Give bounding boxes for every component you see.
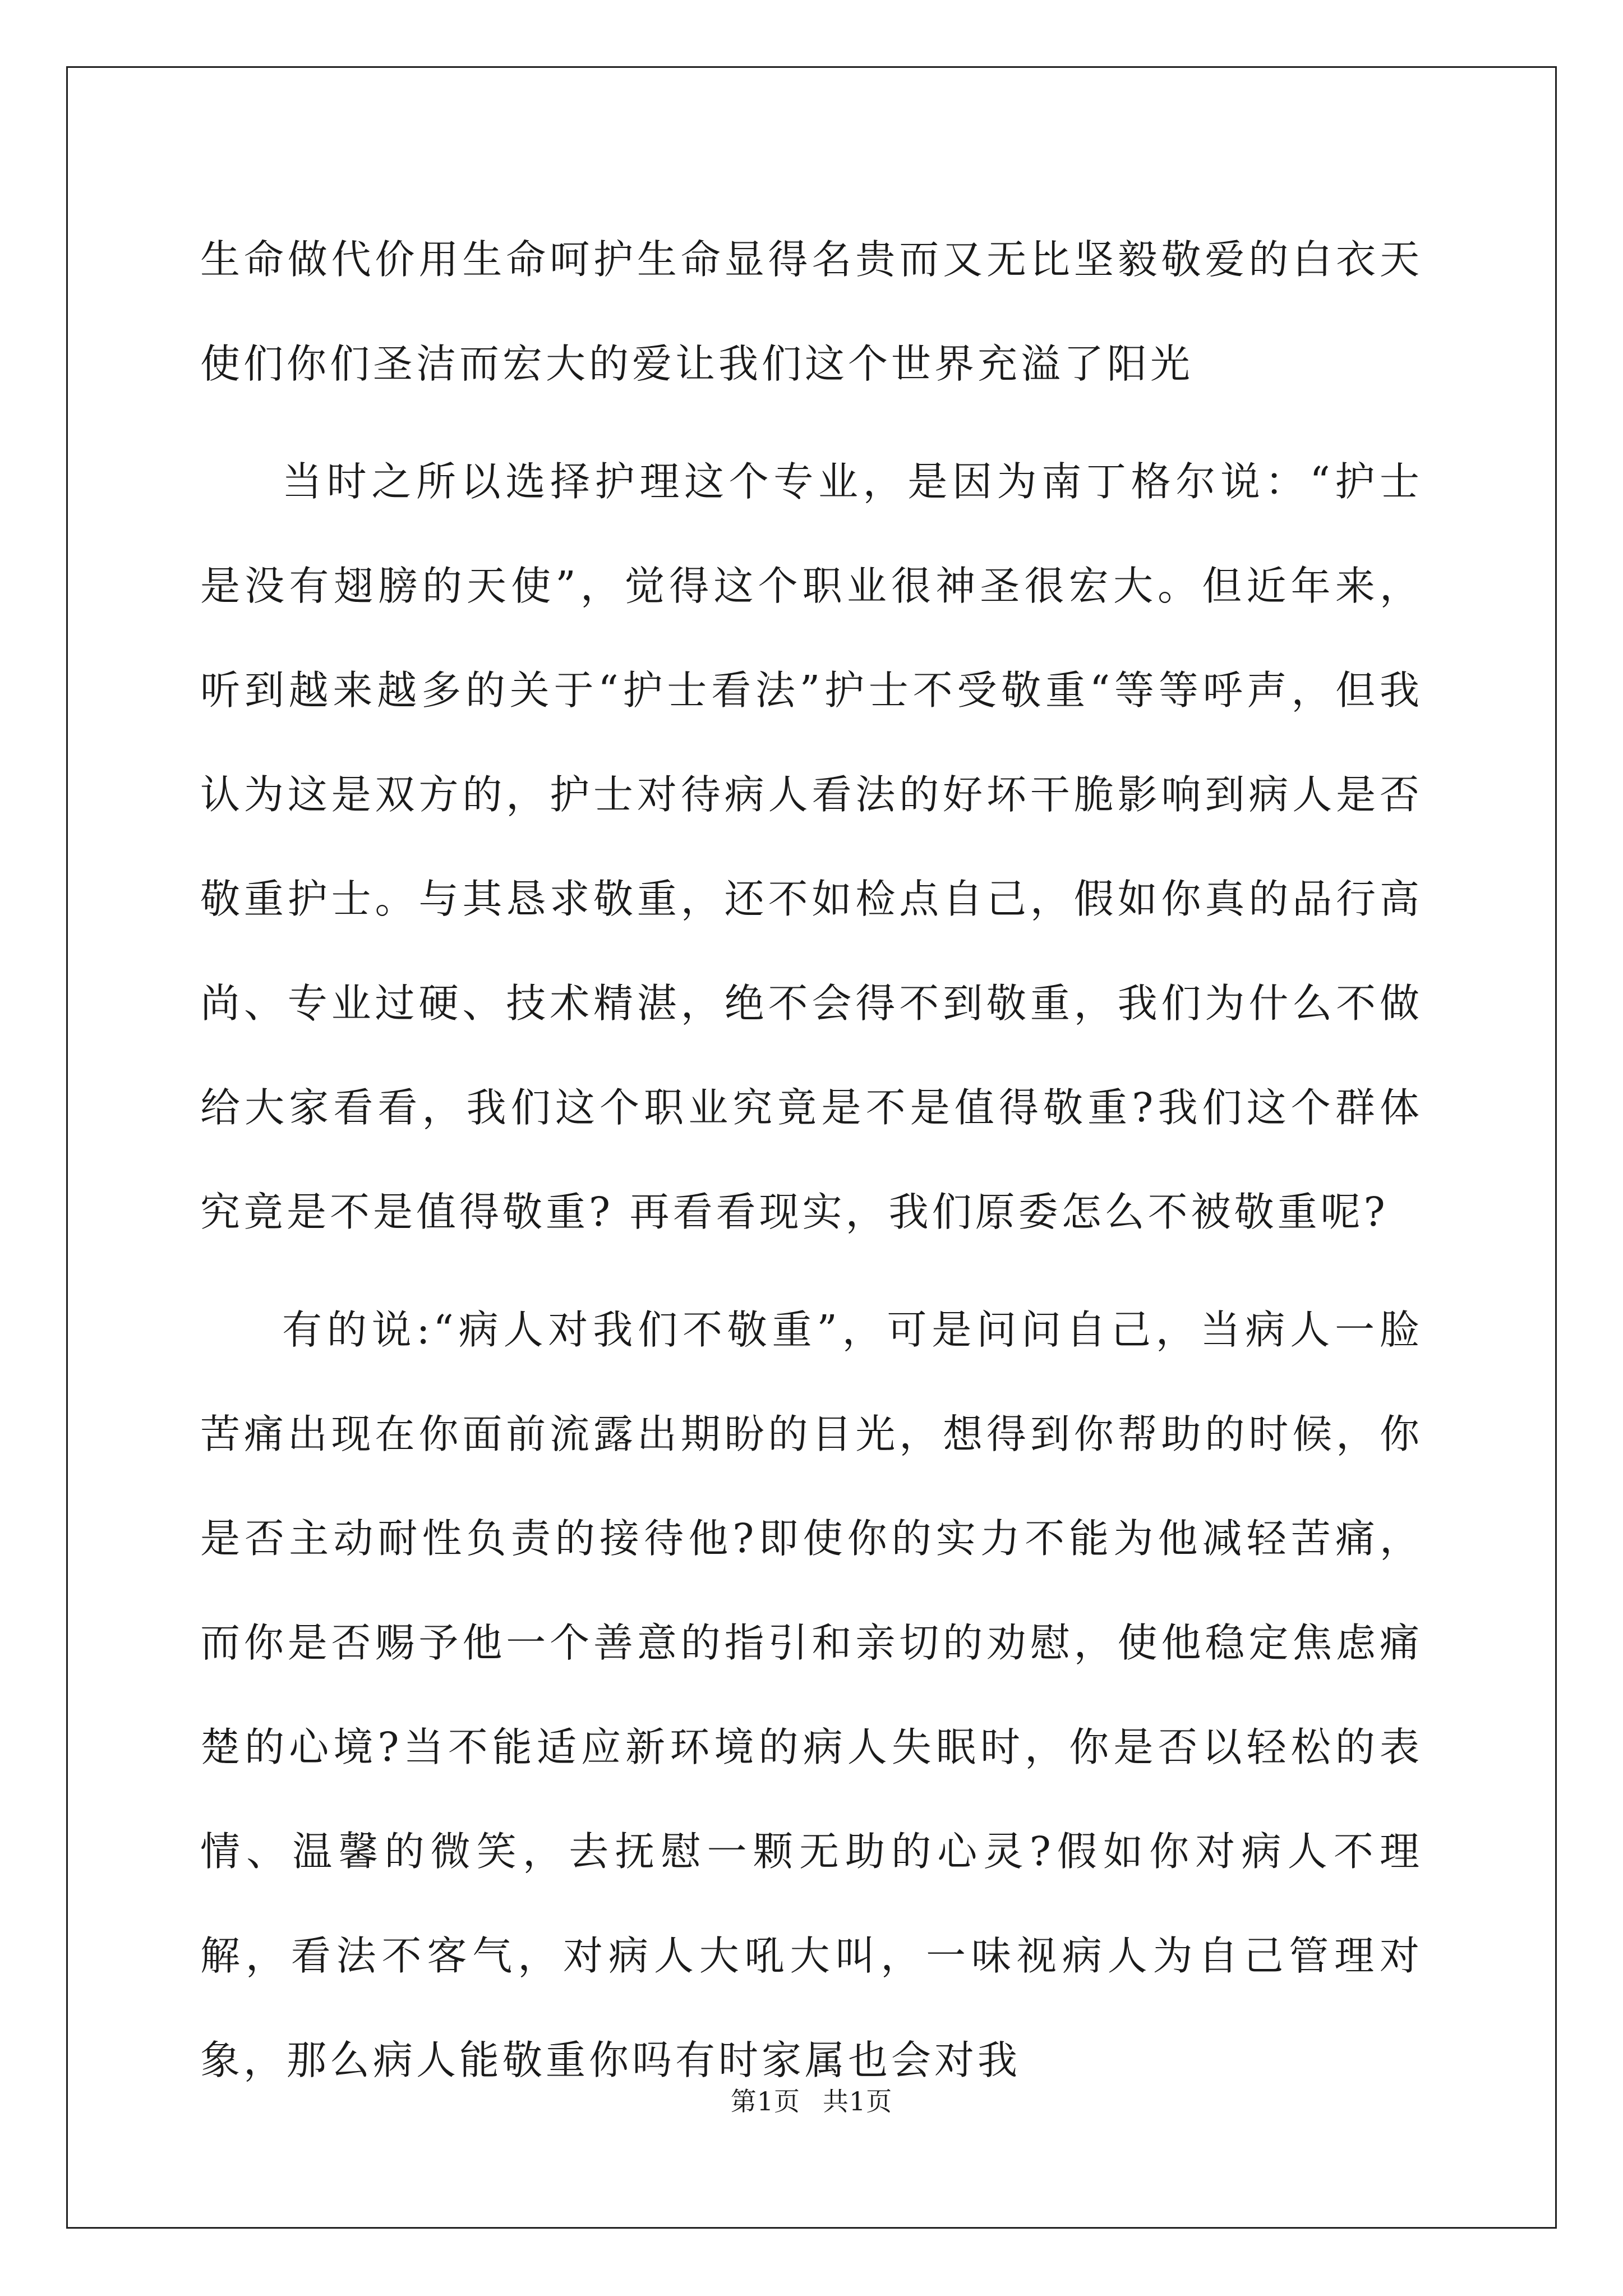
document-body [200, 208, 1423, 2113]
page-total: 共1页 [823, 2086, 893, 2116]
paragraph-opening: 生命做代价用生命呵护生命显得名贵而又无比坚毅敬爱的白衣天使们你们圣洁而宏大的爱让我们这个世界充溢了阳光 [200, 236, 1423, 387]
page-footer [0, 2081, 1623, 2118]
paragraph-nursing-choice: 当时之所以选择护理这个专业，是因为南丁格尔说：“护士是没有翅膀的天使”，觉得这个职业很神圣很宏大。但近年来，听到越来越多的关于“护士看法”护士不受敬重“等等呼声，但我认为这是双方的，护士对待病人看法的好坏干脆影响到病人是否敬重护士。与其恳求敬重，还不如检点自己，假如你真的品行高尚、专业过硬、技术精湛，绝不会得不到敬重，我们为什么不做给大家看看，我们这个职业究竟是不是值得敬重?我们这个群体究竟是不是值得敬重? 再看看现实，我们原委怎么不被敬重呢? [200, 458, 1423, 1235]
paragraph-patient-respect: 有的说:“病人对我们不敬重”，可是问问自己，当病人一脸苦痛出现在你面前流露出期盼的目光，想得到你帮助的时候，你是否主动耐性负责的接待他?即使你的实力不能为他减轻苦痛，而你是否赐予他一个善意的指引和亲切的劝慰，使他稳定焦虑痛楚的心境?当不能适应新环境的病人失眠时，你是否以轻松的表情、温馨的微笑，去抚慰一颗无助的心灵?假如你对病人不理解，看法不客气，对病人大吼大叫，一味视病人为自己管理对象，那么病人能敬重你吗有时家属也会对我 [200, 1306, 1423, 2083]
page-number: 第1页 [730, 2086, 800, 2116]
